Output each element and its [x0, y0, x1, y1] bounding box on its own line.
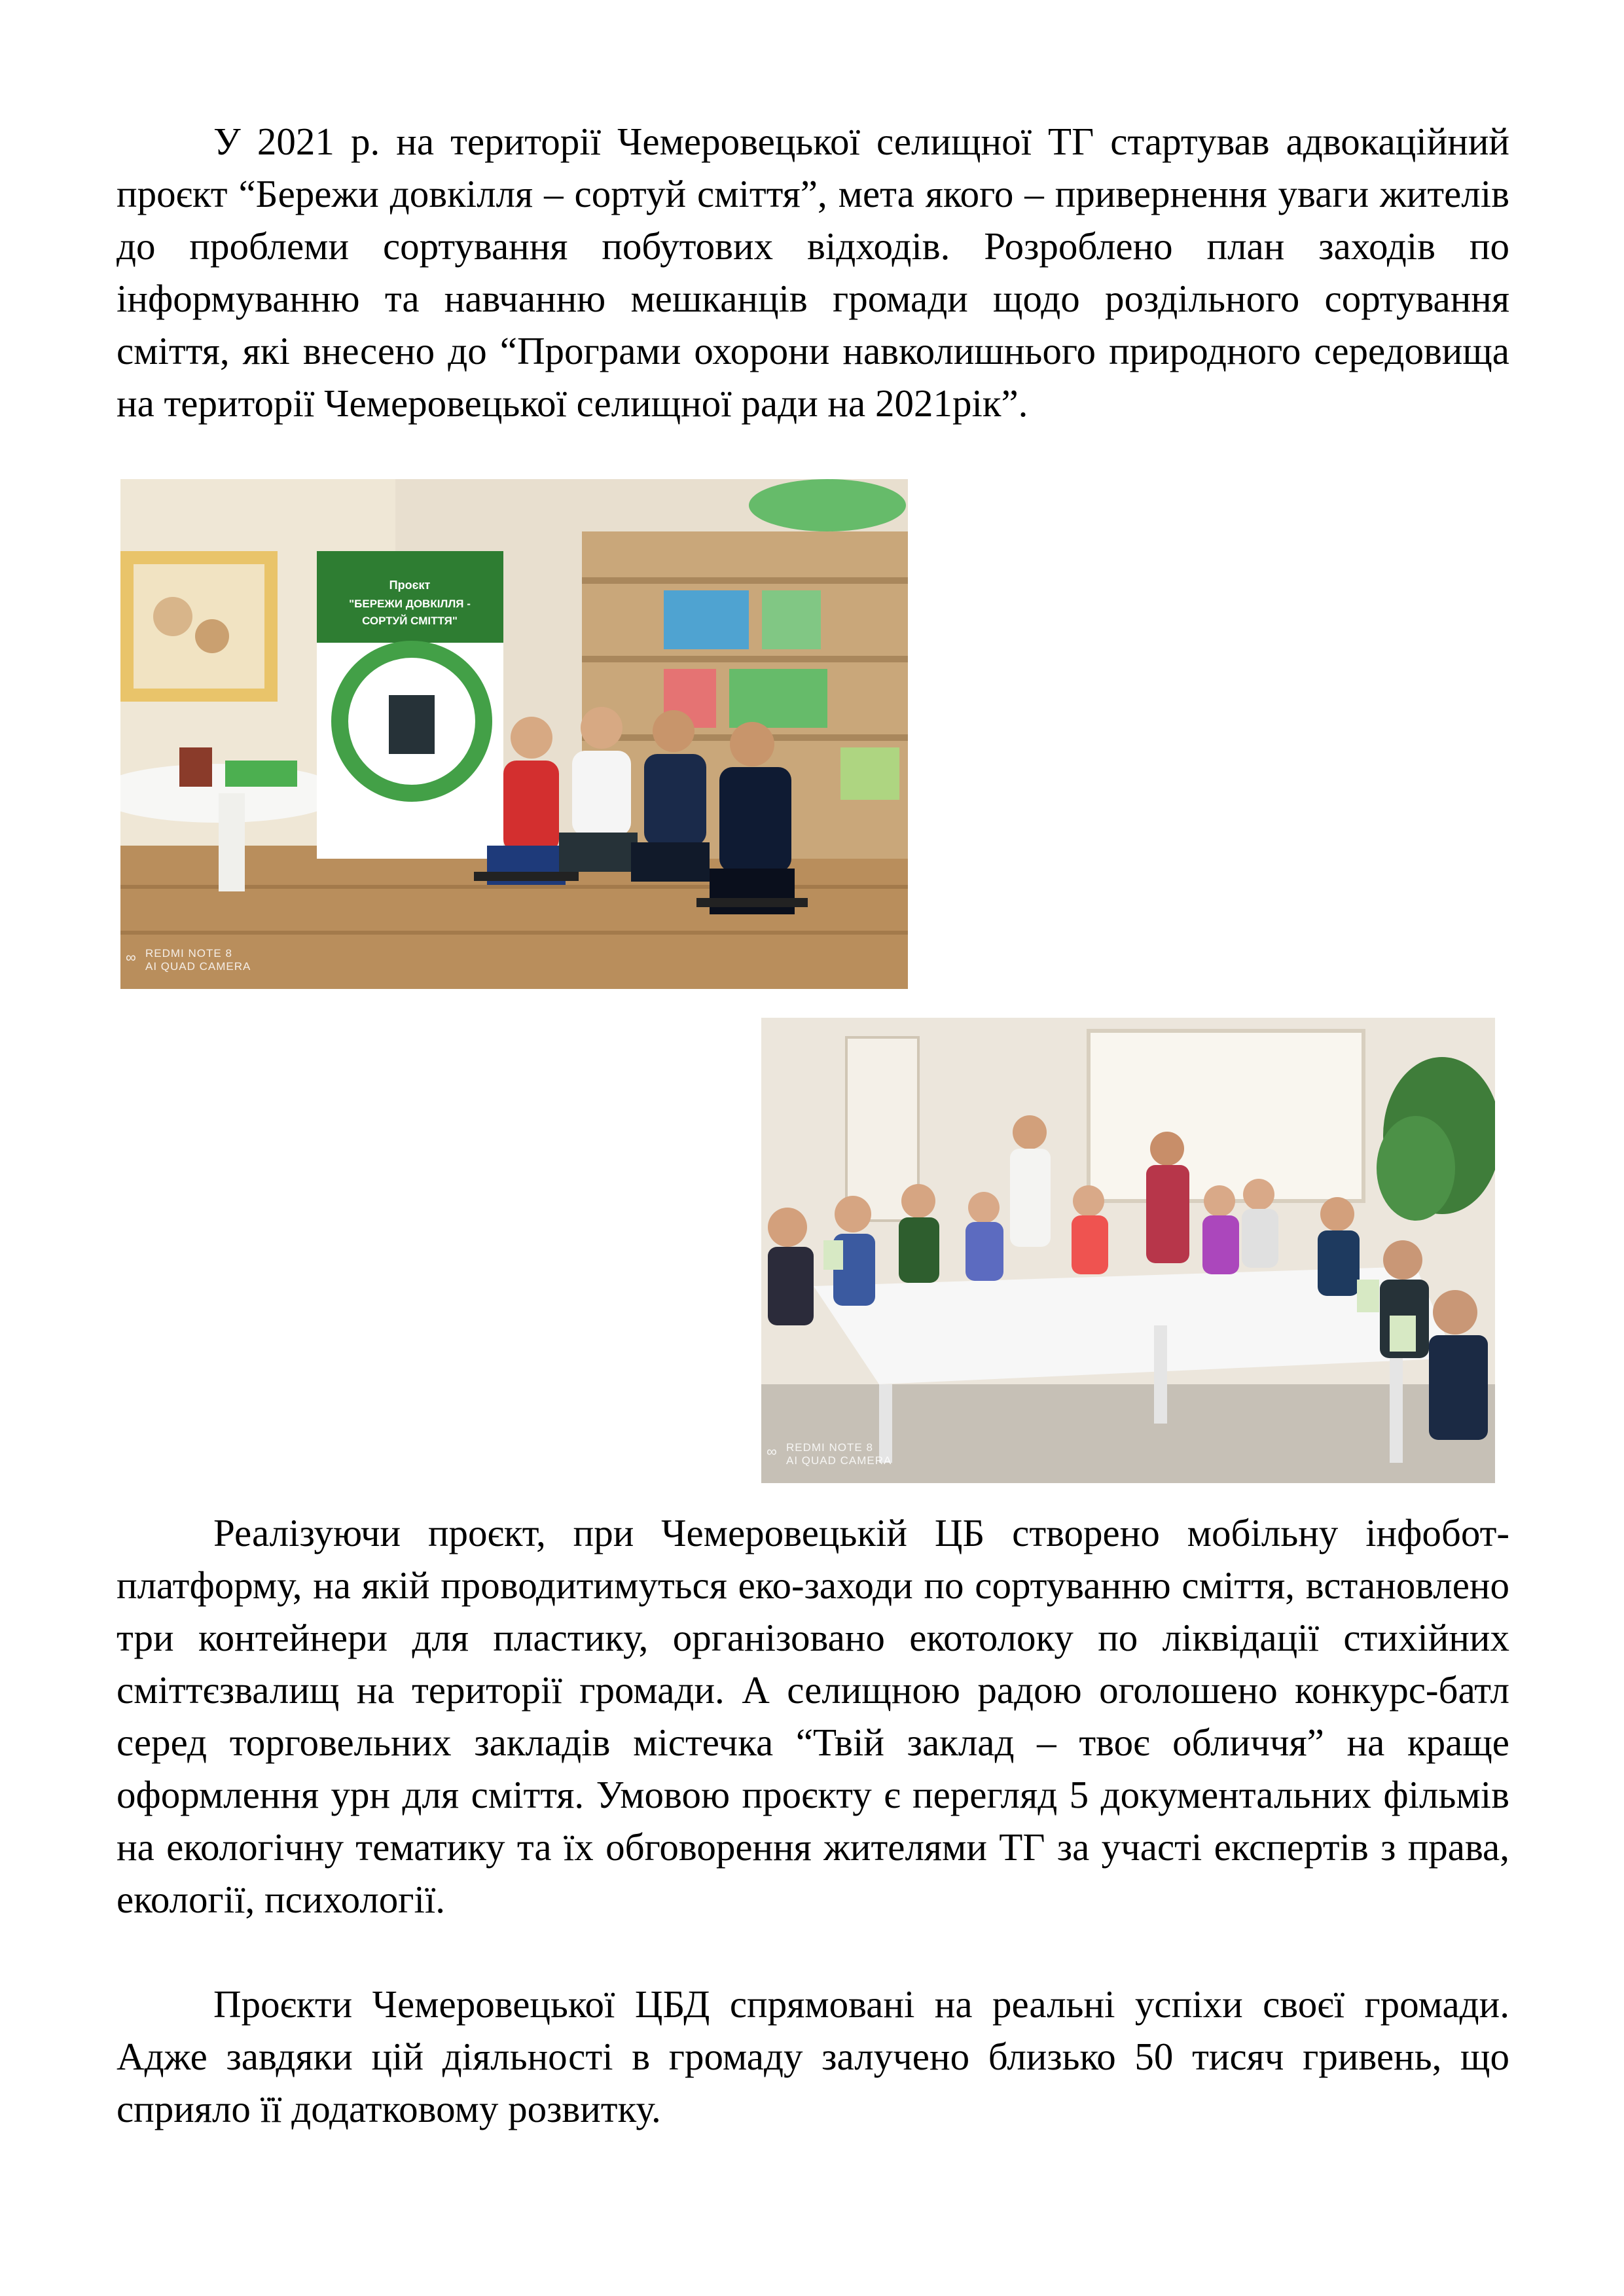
- camera-watermark-line-1: REDMI NOTE 8: [786, 1441, 873, 1454]
- photo-2-illustration: [761, 1018, 1495, 1483]
- camera-watermark-line-1: REDMI NOTE 8: [145, 947, 232, 960]
- camera-watermark-line-2: AI QUAD CAMERA: [786, 1454, 892, 1467]
- banner-line-3: СОРТУЙ СМІТТЯ": [362, 615, 458, 627]
- banner-line-1: Проєкт: [389, 579, 431, 592]
- paragraph-project-implementation: Реалізуючи проєкт, при Чемеровецькій ЦБ створено мобільну інфобот-платформу, на якій проводитимуться еко-заходи по сортуванню сміття, встановлено три контейнери для пластику, організовано екотолоку по ліквідації стихійних сміттєзвалищ на території громади. А селищною радою оголошено конкурс-батл серед торговельних закладів містечка “Твій заклад – твоє обличчя” на краще оформлення урн для сміття. Умовою проєкту є перегляд 5 документальних фільмів на екологічну тематику та їх обговорення жителями ТГ за участі експертів з права, екології, психології.: [117, 1511, 1509, 1921]
- photo-1-illustration: [120, 479, 908, 989]
- camera-watermark: [767, 1441, 892, 1467]
- banner-line-2: "БЕРЕЖИ ДОВКІЛЛЯ -: [349, 598, 471, 610]
- paragraph-results: Проєкти Чемеровецької ЦБД спрямовані на реальні успіхи своєї громади. Адже завдяки цій діяльності в громаду залучено близько 50 тисяч гривень, що сприяло її додатковому розвитку.: [117, 1982, 1509, 2130]
- camera-logo-icon: ∞: [767, 1443, 778, 1460]
- paragraph-intro: У 2021 р. на території Чемеровецької селищної ТГ стартував адвокаційний проєкт “Бережи довкілля – сортуй сміття”, мета якого – привернення уваги жителів до проблеми сортування побутових відходів. Розроблено план заходів по інформуванню та навчанню мешканців громади щодо роздільного сортування сміття, які внесено до “Програми охорони навколишнього природного середовища на території Чемеровецької селищної ради на 2021рік”.: [117, 120, 1509, 425]
- photo-girls-at-eco-presentation: [120, 479, 908, 989]
- camera-watermark: [126, 947, 251, 973]
- photo-children-at-tables: [761, 1018, 1495, 1483]
- camera-logo-icon: ∞: [126, 949, 137, 965]
- camera-watermark-line-2: AI QUAD CAMERA: [145, 960, 251, 973]
